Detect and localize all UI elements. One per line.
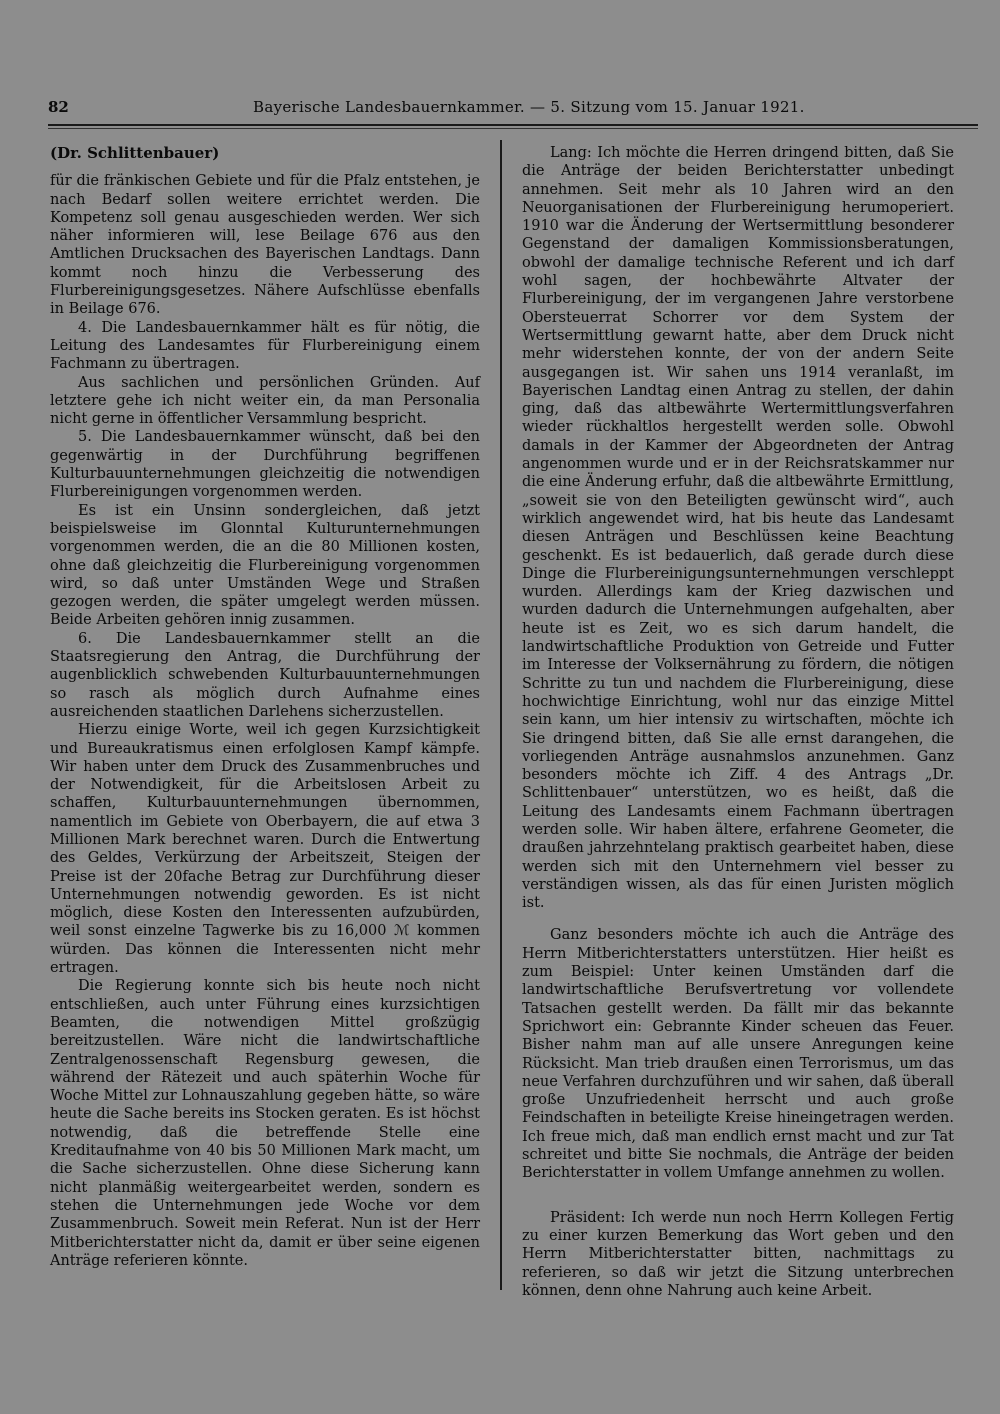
speaker-label: (Dr. Schlittenbauer) <box>50 144 220 162</box>
paragraph: 6. Die Landesbauernkammer stellt an die Staatsregierung den Antrag, die Durchführung der augenblicklich schwebenden Kulturbauunternehmungen so rasch als möglich durch Aufnahme eines ausreichenden staatlichen Darlehens sicherzustellen. <box>50 630 480 720</box>
page-header <box>48 98 978 120</box>
paragraph: Hierzu einige Worte, weil ich gegen Kurzsichtigkeit und Bureaukratismus einen erfolglosen Kampf kämpfe. Wir haben unter dem Druck des Zusammenbruches und der Notwendigkeit, für die Arbeitslosen Arbeit zu schaffen, Kulturbauunternehmungen übernommen, namentlich im Gebiete von Oberbayern, die auf etwa 3 Millionen Mark berechnet waren. Durch die Entwertung des Geldes, Verkürzung der Arbeitszeit, Steigen der Preise ist der 20fache Betrag zur Durchführung dieser Unternehmungen notwendig geworden. Es ist nicht möglich, diese Kosten den Interessenten aufzubürden, weil sonst einzelne Tagwerke bis zu 16,000 ℳ kommen würden. Das können die Interessenten nicht mehr ertragen. <box>50 722 480 977</box>
paragraph: für die fränkischen Gebiete und für die Pfalz entstehen, je nach Bedarf sollen weitere errichtet werden. Die Kompetenz soll genau ausgeschieden werden. Wer sich näher informieren will, lese Beilage 676 aus den Amtlichen Drucksachen des Bayerischen Landtags. Dann kommt noch hinzu die Verbesserung des Flurbereinigungsgesetzes. Nähere Aufschlüsse ebenfalls in Beilage 676. <box>50 173 480 318</box>
header-rule-thin <box>48 128 978 129</box>
paragraph: Ganz besonders möchte ich auch die Anträge des Herrn Mitberichterstatters unterstützen. Hier heißt es zum Beispiel: Unter keinen Umständen darf die landwirtschaftliche Berufsvertretung vor vollendete Tatsachen gestellt werden. Da fällt mir das bekannte Sprichwort ein: Gebrannte Kinder scheuen das Feuer. Bisher nahm man auf alle unsere Anregungen keine Rücksicht. Man trieb draußen einen Terrorismus, um das neue Verfahren durchzuführen und wir sahen, daß überall große Unzufriedenheit herrscht und auch große Feindschaften in beteiligte Kreise hineingetragen werden. Ich freue mich, daß man endlich ernst macht und zur Tat schreitet und bitte Sie nochmals, die Anträge der beiden Berichterstatter in vollem Umfange annehmen zu wollen. <box>522 927 954 1182</box>
paragraph: Die Regierung konnte sich bis heute noch nicht entschließen, auch unter Führung eines kurzsichtigen Beamten, die notwendigen Mittel großzügig bereitzustellen. Wäre nicht die landwirtschaftliche Zentralgenossenschaft Regensburg gewesen, die während der Rätezeit und auch späterhin Woche für Woche Mittel zur Lohnauszahlung gegeben hätte, so wäre heute die Sache bereits ins Stocken geraten. Es ist höchst notwendig, daß die betreffende Stelle eine Kreditaufnahme von 40 bis 50 Millionen Mark macht, um die Sache sicherzustellen. Ohne diese Sicherung kann nicht planmäßig weitergearbeitet werden, sondern es stehen die Unternehmungen jede Woche vor dem Zusammenbruch. Soweit mein Referat. Nun ist der Herr Mitberichterstatter nicht da, damit er über seine eigenen Anträge referieren könnte. <box>50 978 480 1269</box>
paragraph: 5. Die Landesbauernkammer wünscht, daß bei den gegenwärtig in der Durchführung begriffenen Kulturbauunternehmungen gleichzeitig die notwendigen Flurbereinigungen vorgenommen werden. <box>50 429 480 501</box>
page-number: 82 <box>48 98 69 116</box>
right-column <box>522 144 954 1300</box>
paragraph: Aus sachlichen und persönlichen Gründen. Auf letztere gehe ich nicht weiter ein, da man Personalia nicht gerne in öffentlicher Versammlung bespricht. <box>50 374 480 428</box>
paragraph: 4. Die Landesbauernkammer hält es für nötig, die Leitung des Landesamtes für Flurbereinigung einem Fachmann zu übertragen. <box>50 319 480 373</box>
paragraph: Lang: Ich möchte die Herren dringend bitten, daß Sie die Anträge der beiden Berichterstatter unbedingt annehmen. Seit mehr als 10 Jahren wird an den Neuorganisationen der Flurbereinigung herumoperiert. 1910 war die Änderung der Wertsermittlung besonderer Gegenstand der damaligen Kommissionsberatungen, obwohl der damalige technische Referent und ich darf wohl sagen, der hochbewährte Altvater der Flurbereinigung, der im vergangenen Jahre verstorbene Obersteuerrat Schorrer vor dem System der Wertsermittlung gewarnt hatte, aber dem Druck nicht mehr widerstehen konnte, der von der andern Seite ausgegangen ist. Wir sahen uns 1914 veranlaßt, im Bayerischen Landtag einen Antrag zu stellen, der dahin ging, daß das altbewährte Wertermittlungsverfahren wieder rückhaltlos hergestellt werden solle. Obwohl damals in der Kammer der Abgeordneten der Antrag angenommen wurde und er in der Reichsratskammer nur die eine Änderung erfuhr, daß die altbewährte Ermittlung, „soweit sie von den Beteiligten gewünscht wird“, auch wirklich angewendet wird, hat bis heute das Landesamt diesen Anträgen und Beschlüssen keine Beachtung geschenkt. Es ist bedauerlich, daß gerade durch diese Dinge die Flurbereinigungsunternehmungen verschleppt wurden. Allerdings kam der Krieg dazwischen und wurden dadurch die Unternehmungen aufgehalten, aber heute ist es Zeit, wo es sich darum handelt, die landwirtschaftliche Produktion von Getreide und Futter im Interesse der Volksernährung zu fördern, die nötigen Schritte zu tun und nachdem die Flurbereinigung, diese hochwichtige Einrichtung, wohl nur das einzige Mittel sein kann, um hier intensiv zu wirtschaften, möchte ich Sie dringend bitten, daß Sie alle ernst darangehen, die vorliegenden Anträge ausnahmslos anzunehmen. Ganz besonders möchte ich Ziff. 4 des Antrags „Dr. Schlittenbauer“ unterstützen, wo es heißt, daß die Leitung des Landesamts einem Fachmann übertragen werden solle. Wir haben ältere, erfahrene Geometer, die draußen jahrzehntelang praktisch gearbeitet haben, diese werden sich mit den Unternehmern viel besser zu verständigen wissen, als das für einen Juristen möglich ist. <box>522 145 954 912</box>
column-divider <box>500 140 502 1290</box>
running-title: Bayerische Landesbauernkammer. — 5. Sitzung vom 15. Januar 1921. <box>253 98 805 116</box>
left-column <box>50 144 480 1270</box>
header-rule <box>48 124 978 126</box>
paragraph: Präsident: Ich werde nun noch Herrn Kollegen Fertig zu einer kurzen Bemerkung das Wort geben und den Herrn Mitberichterstatter bitten, nachmittags zu referieren, so daß wir jetzt die Sitzung unterbrechen können, denn ohne Nahrung auch keine Arbeit. <box>522 1209 954 1299</box>
paragraph: Es ist ein Unsinn sondergleichen, daß jetzt beispielsweise im Glonntal Kulturunternehmungen vorgenommen werden, die an die 80 Millionen kosten, ohne daß gleichzeitig die Flurbereinigung vorgenommen wird, so daß unter Umständen Wege und Straßen gezogen werden, die später umgelegt werden müssen. Beide Arbeiten gehören innig zusammen. <box>50 502 480 629</box>
